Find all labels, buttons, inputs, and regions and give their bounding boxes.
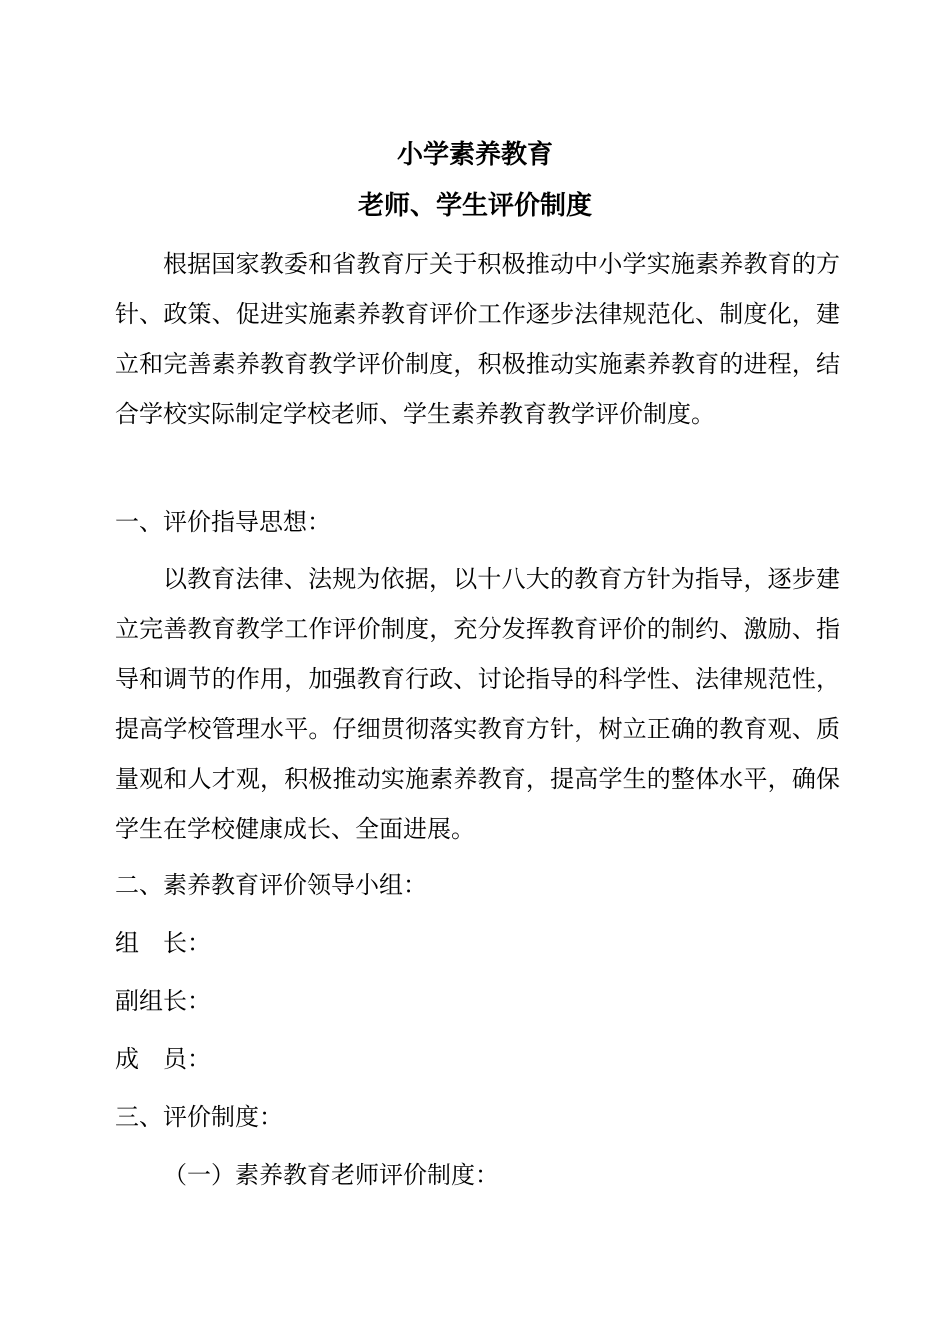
- deputy-leader-row: [115, 985, 211, 1017]
- document-subtitle: 老师、学生评价制度: [357, 191, 592, 221]
- intro-paragraph: 根据国家教委和省教育厅关于积极推动中小学实施素养教育的方针、政策、促进实施素养教育评价工作逐步法律规范化、制度化，建立和完善素养教育教学评价制度，积极推动实施素养教育的进程，结合学校实际制定学校老师、学生素养教育教学评价制度。: [115, 250, 840, 428]
- group-leader-row: [115, 927, 211, 959]
- section-heading-guiding-principle: 一、评价指导思想：: [115, 508, 331, 536]
- section-heading-leading-group: 二、素养教育评价领导小组：: [115, 871, 427, 899]
- members-label-part1: 成: [115, 1045, 163, 1073]
- members-label-part2: 员：: [163, 1045, 211, 1073]
- group-leader-label-part1: 组: [115, 929, 163, 957]
- subsection-heading-teacher-evaluation: （一）素养教育老师评价制度：: [163, 1161, 499, 1189]
- group-leader-label-part2: 长：: [163, 929, 211, 957]
- section-heading-evaluation-system: 三、评价制度：: [115, 1103, 283, 1131]
- document-title: 小学素养教育: [396, 140, 553, 170]
- guiding-principle-paragraph: 以教育法律、法规为依据，以十八大的教育方针为指导，逐步建立完善教育教学工作评价制度，充分发挥教育评价的制约、激励、指导和调节的作用，加强教育行政、讨论指导的科学性、法律规范性，提高学校管理水平。仔细贯彻落实教育方针，树立正确的教育观、质量观和人才观，积极推动实施素养教育，提高学生的整体水平，确保学生在学校健康成长、全面进展。: [115, 565, 840, 843]
- members-row: [115, 1043, 211, 1075]
- deputy-leader-label: 副组长：: [115, 987, 211, 1015]
